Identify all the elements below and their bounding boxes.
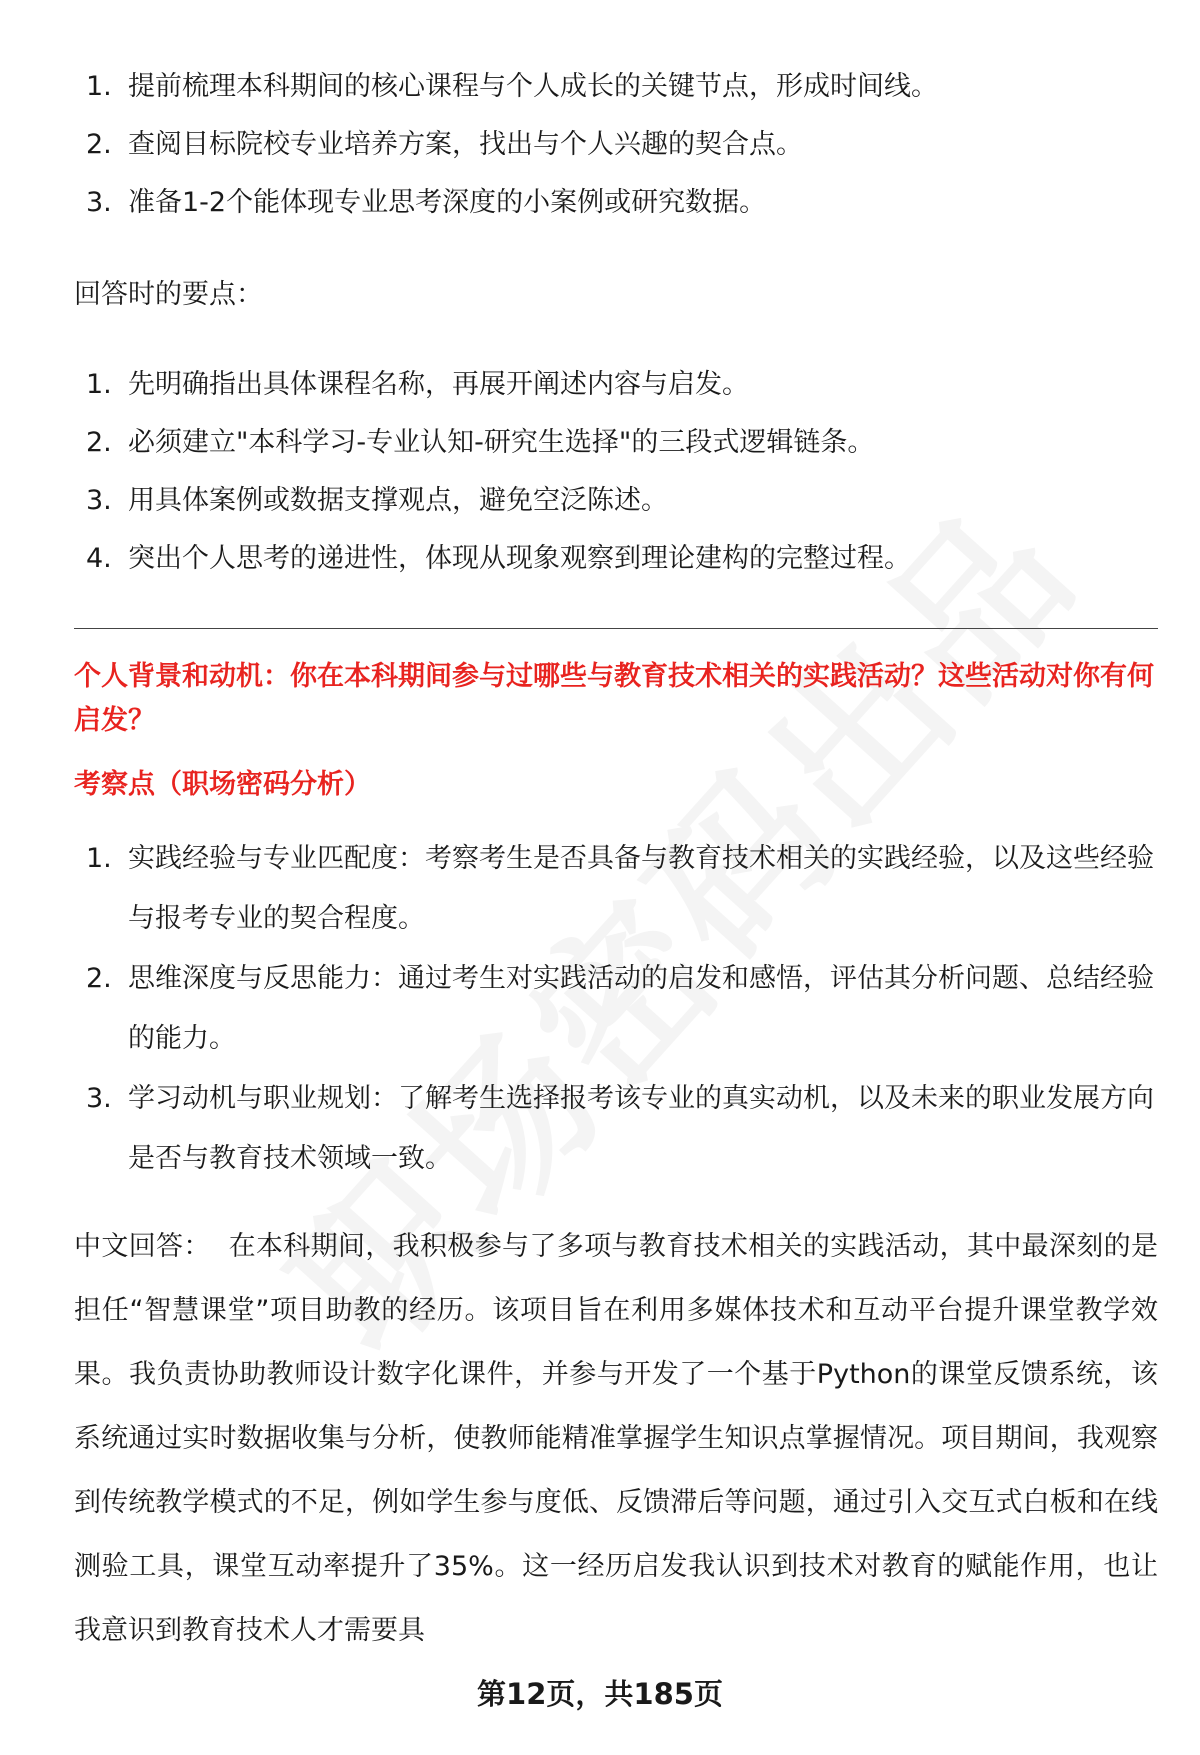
list-number: 1. <box>86 369 112 400</box>
list-number: 3. <box>86 187 112 218</box>
list-item <box>74 472 1158 530</box>
prep-steps-list <box>74 58 1158 232</box>
list-number: 2. <box>86 427 112 458</box>
exam-points-heading: 考察点（职场密码分析） <box>74 769 371 800</box>
list-text: 用具体案例或数据支撑观点，避免空泛陈述。 <box>128 485 668 516</box>
list-item <box>74 116 1158 174</box>
list-text: 先明确指出具体课程名称，再展开阐述内容与启发。 <box>128 369 749 400</box>
list-item <box>74 356 1158 414</box>
list-text: 必须建立"本科学习-专业认知-研究生选择"的三段式逻辑链条。 <box>128 427 875 458</box>
list-number: 2. <box>86 963 112 994</box>
list-item <box>74 414 1158 472</box>
list-text: 实践经验与专业匹配度：考察考生是否具备与教育技术相关的实践经验，以及这些经验与报考专业的契合程度。 <box>128 843 1154 934</box>
list-number: 1. <box>86 71 112 102</box>
list-text: 查阅目标院校专业培养方案，找出与个人兴趣的契合点。 <box>128 129 803 160</box>
list-text: 思维深度与反思能力：通过考生对实践活动的启发和感悟，评估其分析问题、总结经验的能力。 <box>128 963 1154 1054</box>
list-item <box>74 58 1158 116</box>
list-text: 学习动机与职业规划：了解考生选择报考该专业的真实动机，以及未来的职业发展方向是否与教育技术领域一致。 <box>128 1083 1154 1174</box>
answer-points-list <box>74 356 1158 588</box>
list-number: 2. <box>86 129 112 160</box>
page-footer: 第12页，共185页 <box>477 1677 723 1711</box>
section-divider <box>74 628 1158 629</box>
list-item <box>74 949 1158 1069</box>
list-text: 准备1-2个能体现专业思考深度的小案例或研究数据。 <box>128 187 767 218</box>
list-item <box>74 829 1158 949</box>
question-heading: 个人背景和动机：你在本科期间参与过哪些与教育技术相关的实践活动？这些活动对你有何启发？ <box>74 661 1154 736</box>
list-item <box>74 1069 1158 1189</box>
list-item <box>74 530 1158 588</box>
exam-points-list <box>74 829 1158 1189</box>
answer-text: 在本科期间，我积极参与了多项与教育技术相关的实践活动，其中最深刻的是担任“智慧课堂”项目助教的经历。该项目旨在利用多媒体技术和互动平台提升课堂教学效果。我负责协助教师设计数字化课件，并参与开发了一个基于Python的课堂反馈系统，该系统通过实时数据收集与分析，使教师能精准掌握学生知识点掌握情况。项目期间，我观察到传统教学模式的不足，例如学生参与度低、反馈滞后等问题，通过引入交互式白板和在线测验工具，课堂互动率提升了35%。这一经历启发我认识到技术对教育的赋能作用，也让我意识到教育技术人才需要具 <box>74 1231 1159 1646</box>
list-text: 提前梳理本科期间的核心课程与个人成长的关键节点，形成时间线。 <box>128 71 938 102</box>
list-text: 突出个人思考的递进性，体现从现象观察到理论建构的完整过程。 <box>128 543 911 574</box>
list-number: 3. <box>86 1083 112 1114</box>
list-number: 4. <box>86 543 112 574</box>
list-number: 1. <box>86 843 112 874</box>
chinese-answer <box>74 1215 1158 1663</box>
page-content <box>74 58 1158 1663</box>
answer-points-heading: 回答时的要点： <box>74 279 263 310</box>
list-number: 3. <box>86 485 112 516</box>
answer-label: 中文回答： <box>74 1231 211 1262</box>
list-item <box>74 174 1158 232</box>
